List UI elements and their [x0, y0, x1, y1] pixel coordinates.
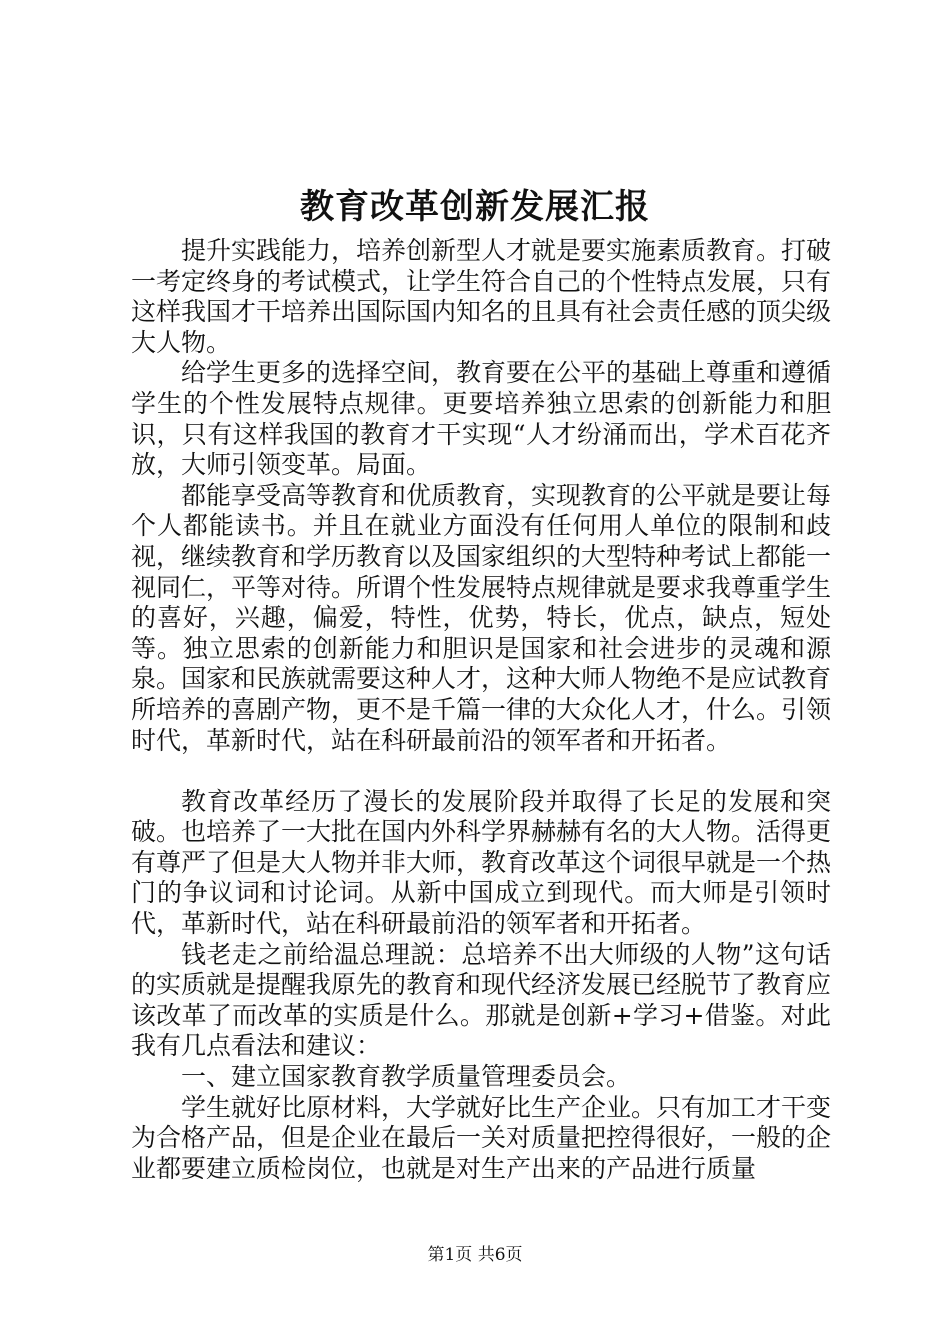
document-title: 教育改革创新发展汇报	[300, 187, 650, 227]
page-number-footer: 第1页 共6页	[427, 1245, 523, 1265]
section-heading: 一、建立国家教育教学质量管理委员会。	[181, 1062, 632, 1092]
paragraph: 提升实践能力，培养创新型人才就是要实施素质教育。打破一考定终身的考试模式，让学生符合自己的个性特点发展，只有这样我国才干培养出国际国内知名的且具有社会责任感的顶尖级大人物。	[131, 236, 832, 357]
paragraph: 学生就好比原材料，大学就好比生产企业。只有加工才干变为合格产品，但是企业在最后一关对质量把控得很好，一般的企业都要建立质检岗位，也就是对生产出来的产品进行质量	[131, 1092, 832, 1183]
document-body	[131, 236, 831, 1184]
paragraph: 教育改革经历了漫长的发展阶段并取得了长足的发展和突破。也培养了一大批在国内外科学界赫赫有名的大人物。活得更有尊严了但是大人物并非大师，教育改革这个词很早就是一个热门的争议词和讨论词。从新中国成立到现代。而大师是引领时代，革新时代，站在科研最前沿的领军者和开拓者。	[131, 786, 832, 939]
paragraph: 给学生更多的选择空间，教育要在公平的基础上尊重和遵循学生的个性发展特点规律。更要培养独立思索的创新能力和胆识，只有这样我国的教育才干实现“人才纷涌而出，学术百花齐放，大师引领变革。局面。	[131, 358, 832, 480]
paragraph-gap	[131, 756, 831, 787]
paragraph: 都能享受高等教育和优质教育，实现教育的公平就是要让每个人都能读书。并且在就业方面没有任何用人单位的限制和歧视，继续教育和学历教育以及国家组织的大型特种考试上都能一视同仁，平等对待。所谓个性发展特点规律就是要求我尊重学生的喜好，兴趣，偏爱，特性，优势，特长，优点，缺点，短处等。独立思索的创新能力和胆识是国家和社会进步的灵魂和源泉。国家和民族就需要这种人才，这种大师人物绝不是应试教育所培养的喜剧产物，更不是千篇一律的大众化人才，什么。引领时代，革新时代，站在科研最前沿的领军者和开拓者。	[131, 480, 832, 755]
paragraph: 钱老走之前给温总理説：总培养不出大师级的人物”这句话的实质就是提醒我原先的教育和现代经济发展已经脱节了教育应该改革了而改革的实质是什么。那就是创新+学习+借鉴。对此我有几点看法和建议：	[131, 939, 832, 1061]
